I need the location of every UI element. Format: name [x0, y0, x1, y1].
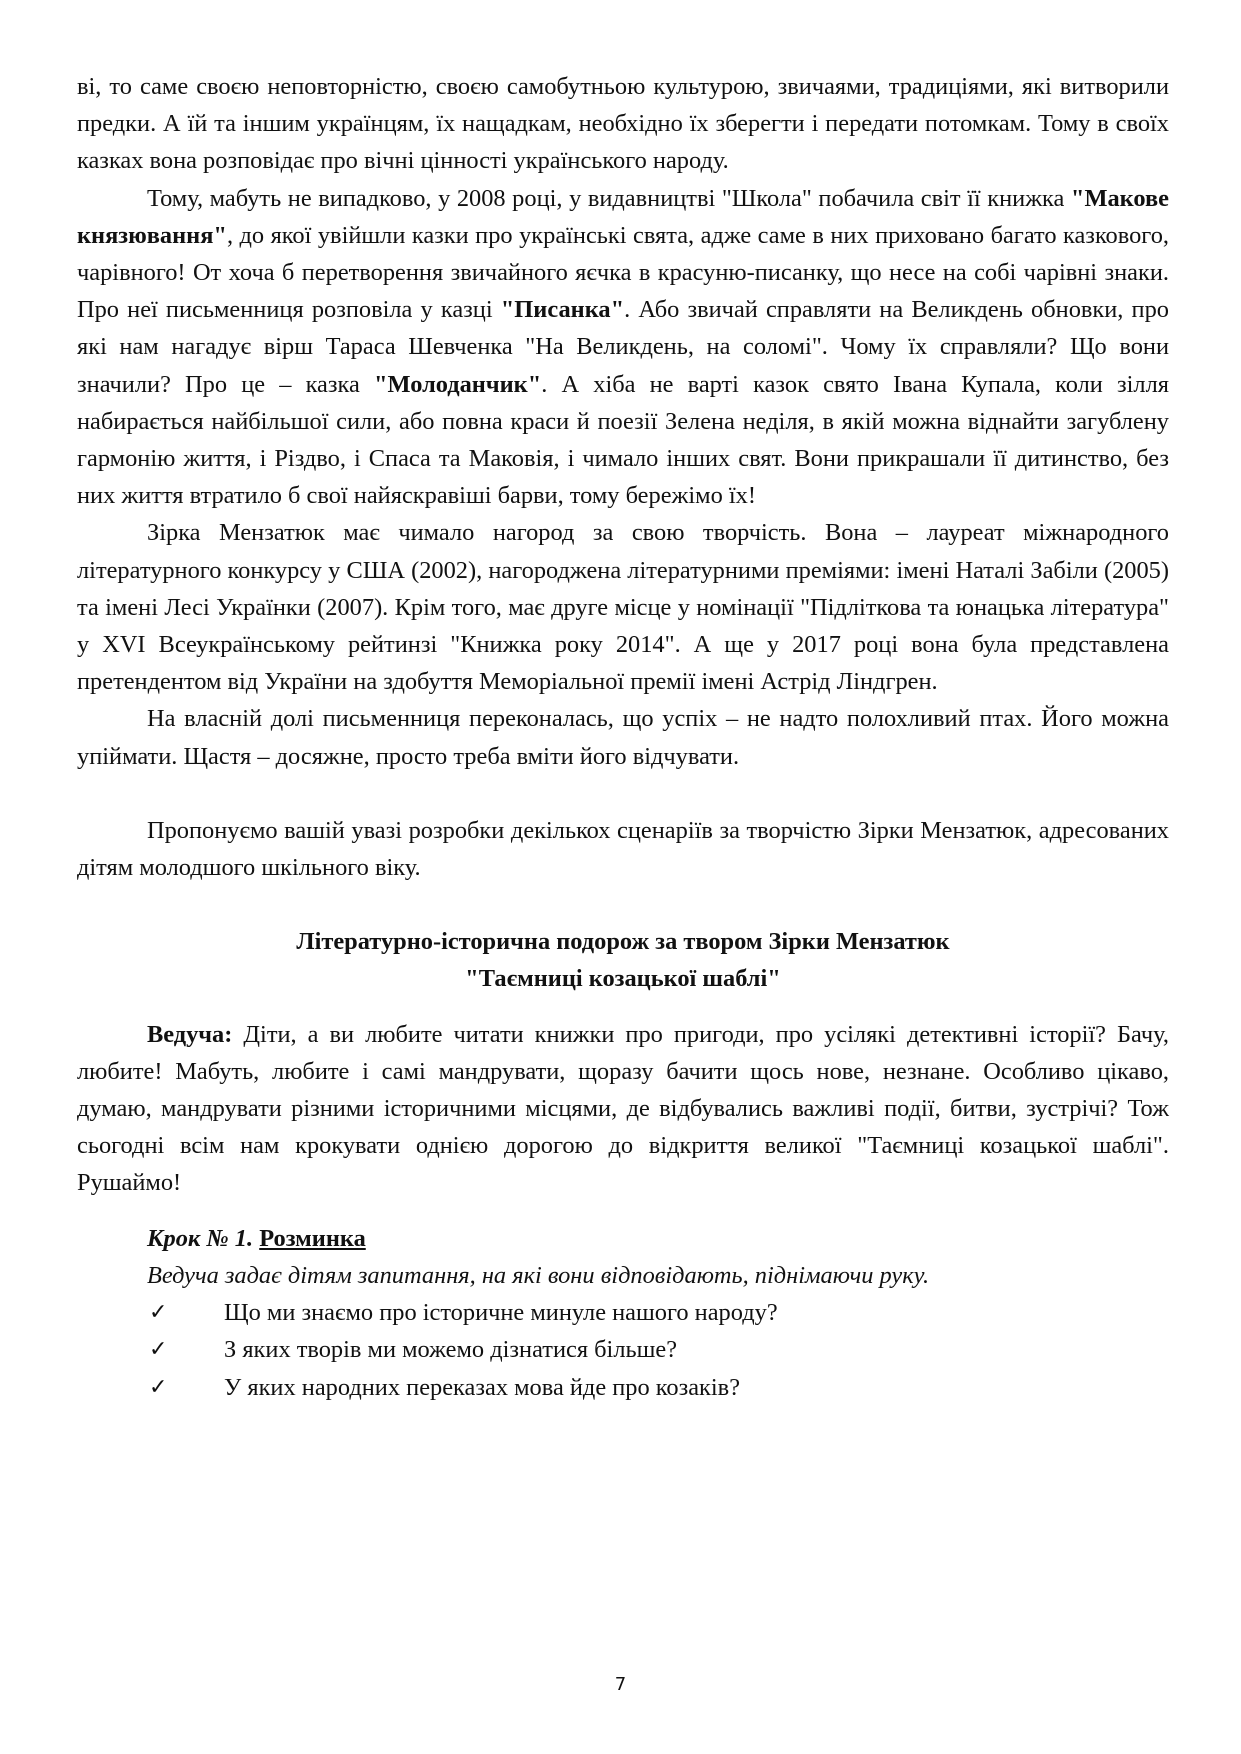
spacer — [77, 775, 1169, 812]
list-item — [77, 1331, 1169, 1368]
spacer — [77, 886, 1169, 923]
text-run: , до якої увійшли казки про українські свята, адже саме в них приховано багато казкового, чарівного! От хоча б перетворення звичайного яєчка в красуню-писанку, що несе на собі чарівні знаки. Про неї письменниця розповіла у казці — [77, 221, 1169, 324]
tale-title-pysanka: "Писанка" — [500, 296, 625, 324]
list-item — [77, 1294, 1169, 1331]
host-text: Діти, а ви любите читати книжки про пригоди, про усілякі детективні історії? Бачу, любите! Мабуть, любите і самі мандрувати, щоразу бачити щось нове, незнане. Особливо цікаво, думаю, мандрувати різними історичними місцями, де відбувались важливі події, битви, зустрічі? Тож сьогодні всім нам крокувати однією дорогою до відкриття великої "Таємниці козацької шаблі". Рушаймо! — [77, 1020, 1169, 1197]
question-text: З яких творів ми можемо дізнатися більше? — [224, 1336, 678, 1364]
spacer — [77, 1202, 1169, 1220]
book-title-makove: "Макове князювання" — [77, 184, 1169, 249]
page-number: 7 — [614, 1674, 627, 1695]
question-text: Що ми знаємо про історичне минуле нашого народу? — [224, 1299, 778, 1327]
checkmark-icon: ✓ — [149, 1337, 168, 1363]
question-text: У яких народних переказах мова йде про козаків? — [224, 1373, 741, 1401]
checkmark-icon: ✓ — [149, 1374, 168, 1400]
section-title: Літературно-історична подорож за твором Зірки Мензатюк — [296, 928, 950, 956]
step-label: Крок № 1. — [147, 1224, 254, 1252]
section-subtitle: "Таємниці козацької шаблі" — [465, 965, 781, 993]
text-run: Тому, мабуть не випадково, у 2008 році, у видавництві "Школа" побачила світ її книжка — [147, 184, 1071, 212]
tale-title-molodanchyk: "Молоданчик" — [373, 370, 542, 398]
spacer — [77, 998, 1169, 1016]
document-page — [77, 68, 1169, 1406]
step-instruction: Ведуча задає дітям запитання, на які вони відповідають, піднімаючи руку. — [147, 1261, 930, 1289]
text-run: . Або звичай справляти на Великдень обновки, про які нам нагадує вірш Тараса Шевченка "На Великдень, на соломі". Чому їх справляли? Що вони значили? Про це – казка — [77, 296, 1169, 398]
paragraph-scenarios-intro: Пропонуємо вашій увазі розробки декількох сценаріїв за творчістю Зірки Мензатюк, адресованих дітям молодшого шкільного віку. — [77, 816, 1169, 882]
step-name: Розминка — [259, 1224, 366, 1252]
paragraph-intro-continuation: ві, то саме своєю неповторністю, своєю самобутньою культурою, звичаями, традиціями, які витворили предки. А їй та іншим українцям, їх нащадкам, необхідно їх зберегти і передати потомкам. Тому в своїх казках вона розповідає про вічні цінності українського народу. — [77, 73, 1169, 175]
paragraph-awards: Зірка Мензатюк має чимало нагород за свою творчість. Вона – лауреат міжнародного літературного конкурсу у США (2002), нагороджена літературними преміями: імені Наталі Забіли (2005) та імені Лесі Українки (2007). Крім того, має друге місце у номінації "Підліткова та юнацька література" у XVI Всеукраїнському рейтинзі "Книжка року 2014". А ще у 2017 році вона була представлена претендентом від України на здобуття Меморіальної премії імені Астрід Ліндгрен. — [77, 519, 1169, 696]
step-heading — [77, 1220, 1169, 1257]
paragraph-host-speech — [77, 1016, 1169, 1202]
text-run: . А хіба не варті казок свято Івана Купала, коли зілля набирається найбільшої сили, або повна краси й поезії Зелена неділя, в якій можна віднайти загублену гармонію життя, і Різдво, і Спаса та Маковія, і чимало інших свят. Вони прикрашали її дитинство, без них життя втратило б свої найяскравіші барви, тому бережімо їх! — [77, 370, 1169, 510]
host-label: Ведуча: — [147, 1020, 233, 1048]
checkmark-icon: ✓ — [149, 1300, 168, 1326]
question-list — [77, 1294, 1169, 1406]
paragraph-makove-knyazyuvannya — [77, 180, 1169, 515]
list-item — [77, 1369, 1169, 1406]
paragraph-success: На власній долі письменниця переконалась, що успіх – не надто полохливий птах. Його можна упіймати. Щастя – досяжне, просто треба вміти його відчувати. — [77, 705, 1169, 770]
